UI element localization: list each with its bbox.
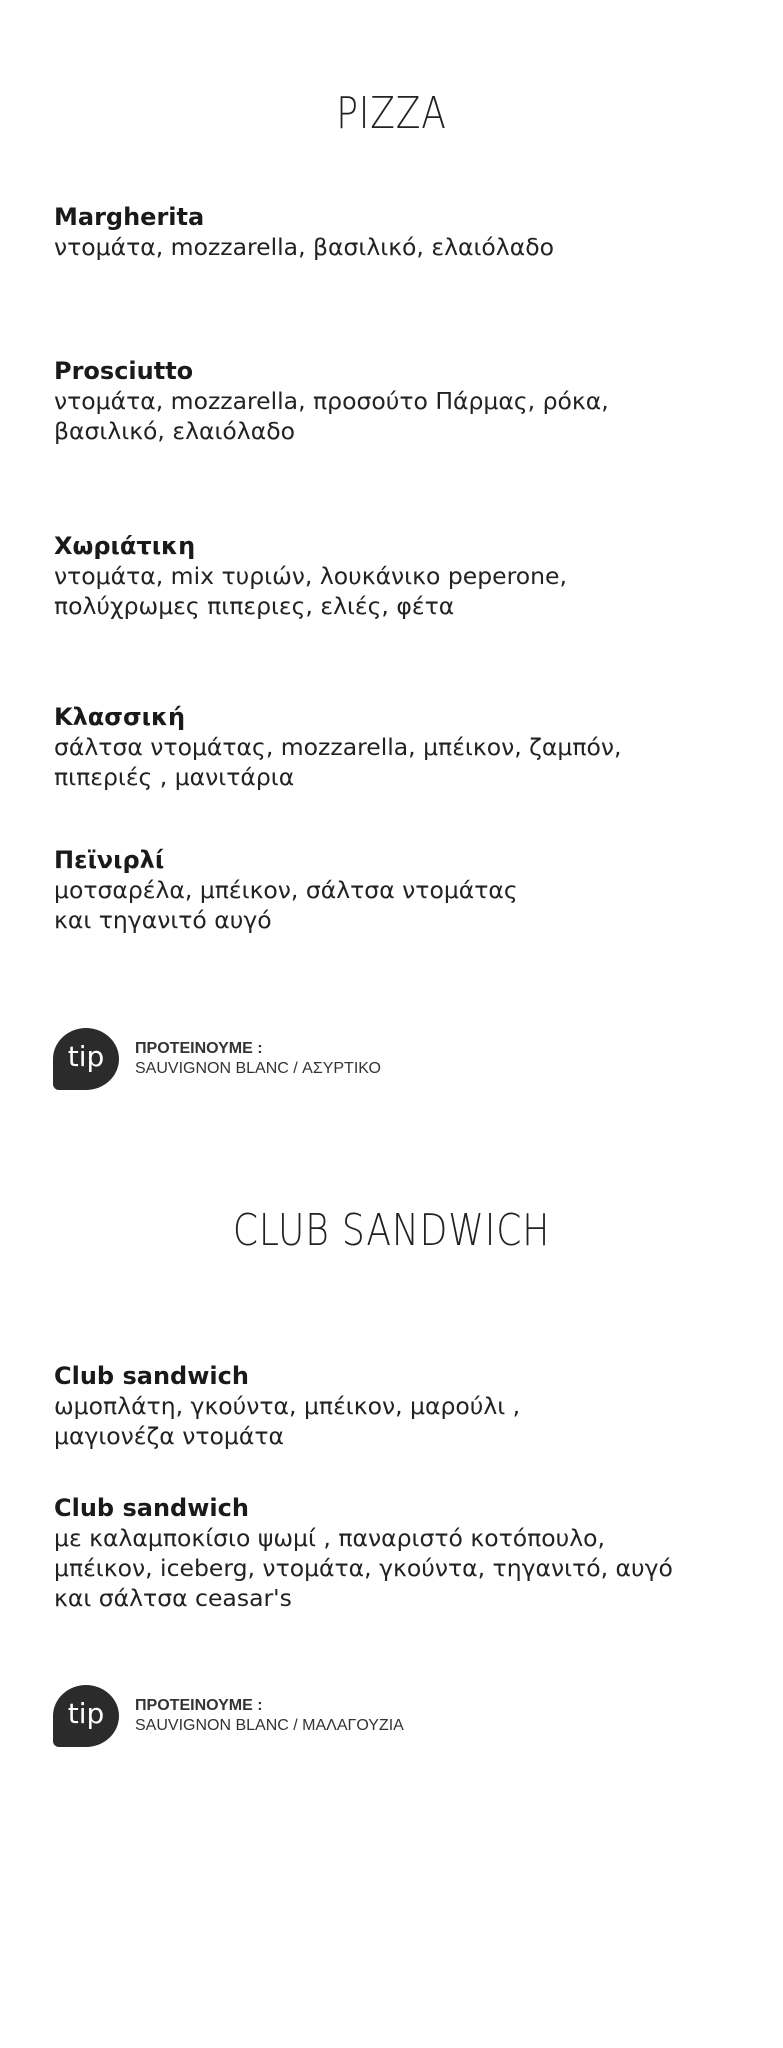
tip-icon: tip (53, 1685, 119, 1747)
tip-label: ΠΡΟΤΕΙΝΟΥΜΕ : (135, 1040, 263, 1057)
tip-text (135, 1696, 404, 1736)
item-name: Club sandwich (54, 1494, 249, 1522)
tip-label: ΠΡΟΤΕΙΝΟΥΜΕ : (135, 1697, 263, 1714)
item-description: ντομάτα, mozzarella, προσούτο Πάρμας, ρόκα, βασιλικό, ελαιόλαδο (54, 387, 609, 445)
menu-item (54, 702, 734, 792)
item-name: Πεϊνιρλί (54, 846, 165, 874)
item-description: ντομάτα, mozzarella, βασιλικό, ελαιόλαδο (54, 233, 554, 261)
item-name: Prosciutto (54, 357, 194, 385)
tip-icon: tip (53, 1028, 119, 1090)
club-section-title: CLUB SANDWICH (232, 1205, 551, 1256)
item-description: ωμοπλάτη, γκούντα, μπέικον, μαρούλι , μαγιονέζα ντομάτα (54, 1392, 521, 1450)
tip-value: SAUVIGNON BLANC / ΑΣΥΡΤΙΚΟ (135, 1060, 381, 1077)
item-name: Κλασσική (54, 703, 186, 731)
tip-value: SAUVIGNON BLANC / ΜΑΛΑΓΟΥΖΙΑ (135, 1717, 404, 1734)
menu-item (54, 531, 734, 621)
item-description: ντομάτα, mix τυριών, λουκάνικο peperone, πολύχρωμες πιπεριες, ελιές, φέτα (54, 562, 567, 620)
menu-item (54, 845, 734, 935)
item-description: μοτσαρέλα, μπέικον, σάλτσα ντομάτας και τηγανιτό αυγό (54, 876, 518, 934)
menu-item (54, 202, 734, 262)
tip-text (135, 1039, 381, 1079)
item-description: σάλτσα ντομάτας, mozzarella, μπέικον, ζαμπόν, πιπεριές , μανιτάρια (54, 733, 622, 791)
wine-suggestion (53, 1685, 404, 1747)
item-name: Club sandwich (54, 1362, 249, 1390)
pizza-section-title: PIZZA (336, 88, 447, 139)
menu-item (54, 1493, 734, 1613)
item-name: Χωριάτικη (54, 532, 196, 560)
menu-item (54, 356, 734, 446)
item-description: με καλαμποκίσιο ψωμί , παναριστό κοτόπουλο, μπέικον, iceberg, ντομάτα, γκούντα, τηγανιτό, αυγό και σάλτσα ceasar's (54, 1524, 673, 1612)
item-name: Margherita (54, 203, 205, 231)
menu-item (54, 1361, 734, 1451)
wine-suggestion (53, 1028, 381, 1090)
